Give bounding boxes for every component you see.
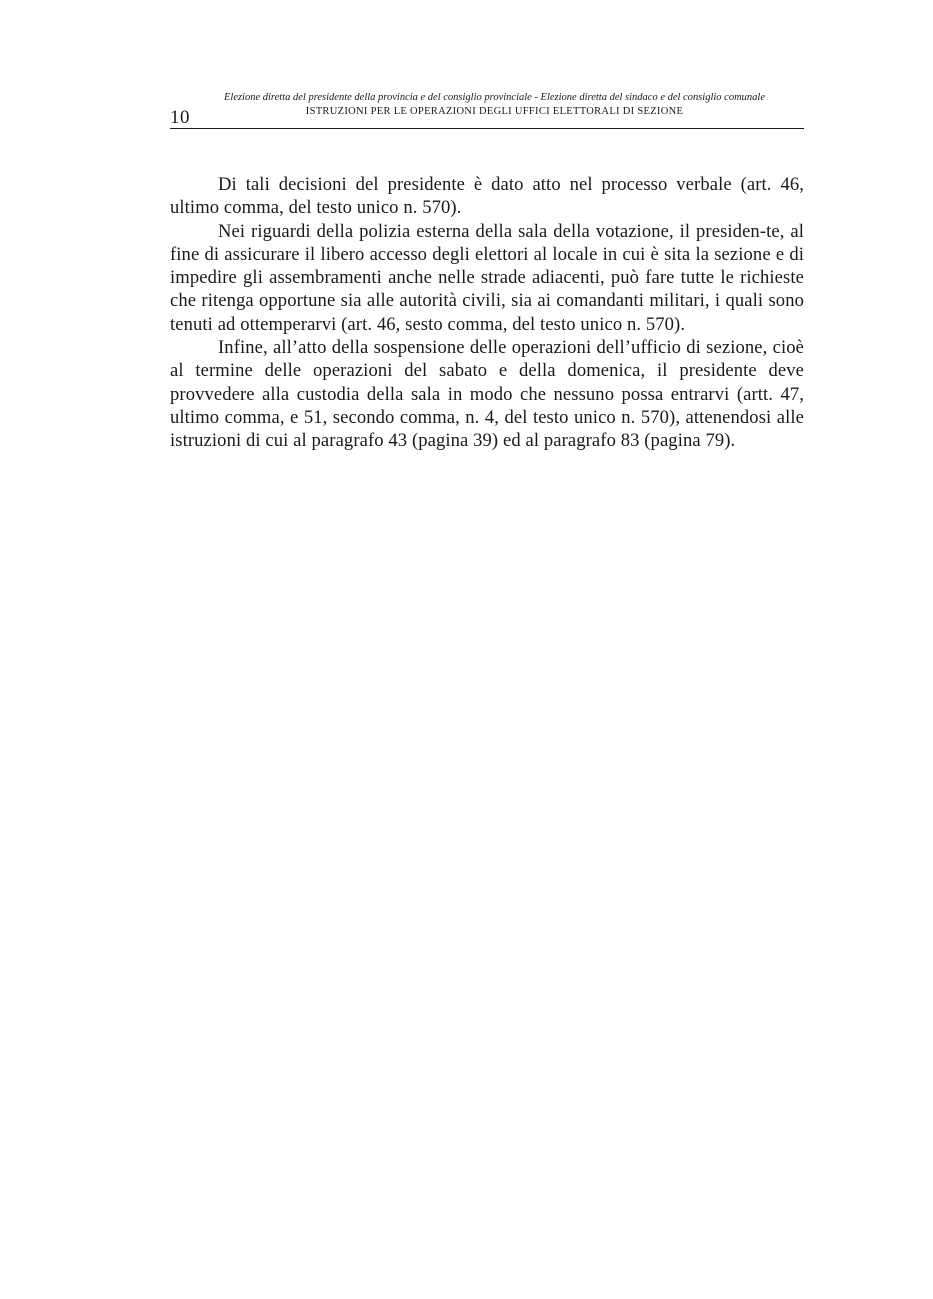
page-number: 10 (170, 107, 190, 128)
paragraph: Nei riguardi della polizia esterna della sala della votazione, il presiden-te, al fine di assicurare il libero accesso degli elettori al locale in cui è sita la sezione e di impedire gli assembramenti anche nelle strade adiacenti, può fare tutte le richieste che ritenga opportune sia alle autorità civili, sia ai comandanti militari, i quali sono tenuti ad ottemperarvi (art. 46, sesto comma, del testo unico n. 570). (170, 220, 804, 335)
paragraph: Infine, all’atto della sospensione delle operazioni dell’ufficio di sezione, cioè al termine delle operazioni del sabato e della domenica, il presidente deve provvedere alla custodia della sala in modo che nessuno possa entrarvi (artt. 47, ultimo comma, e 51, secondo comma, n. 4, del testo unico n. 570), attenendosi alle istruzioni di cui al paragrafo 43 (pagina 39) ed al paragrafo 83 (pagina 79). (170, 337, 804, 452)
running-header (212, 91, 777, 119)
header-rule (170, 128, 804, 129)
paragraph: Di tali decisioni del presidente è dato atto nel processo verbale (art. 46, ultimo comma, del testo unico n. 570). (170, 174, 804, 219)
running-title: Elezione diretta del presidente della provincia e del consiglio provinciale - Elezione diretta del sindaco e del consiglio comunale (223, 92, 765, 103)
body-text (170, 173, 804, 453)
running-subtitle: ISTRUZIONI PER LE OPERAZIONI DEGLI UFFICI ELETTORALI DI SEZIONE (305, 106, 684, 117)
